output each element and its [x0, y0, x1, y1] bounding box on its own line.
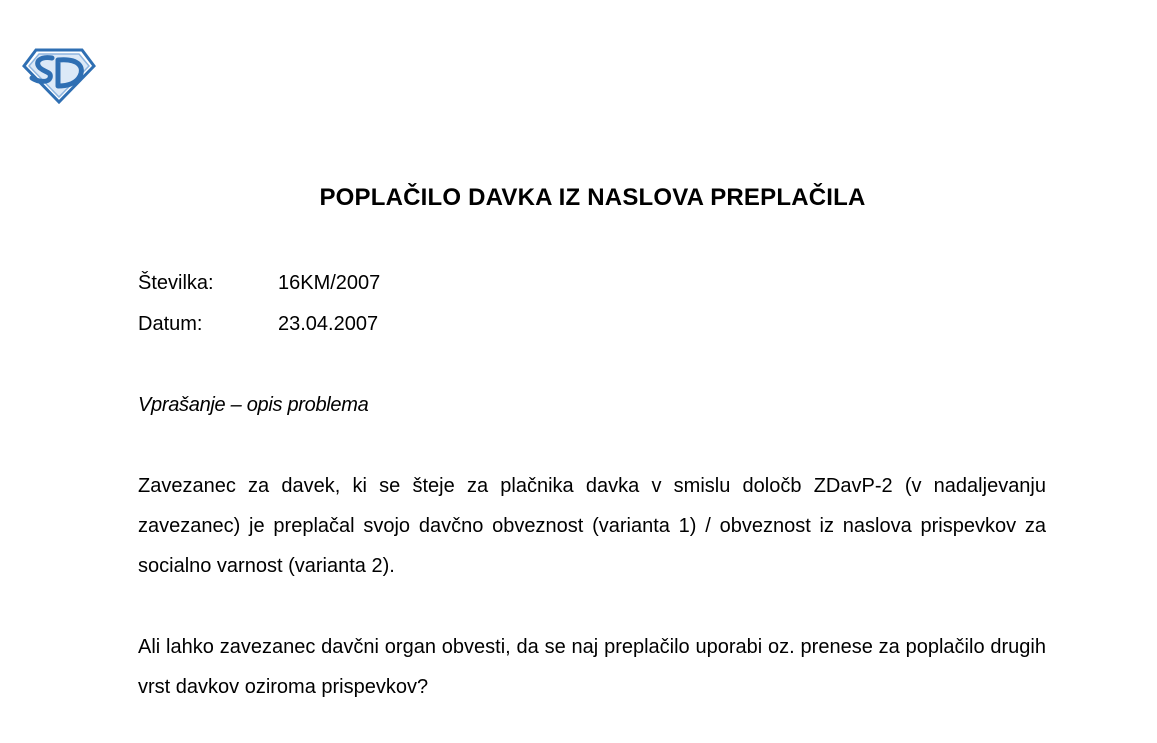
section-heading: Vprašanje – opis problema [138, 394, 369, 416]
meta-date-row [138, 313, 378, 336]
meta-number-value: 16KM/2007 [278, 272, 381, 294]
paragraph-problem-description: Zavezanec za davek, ki se šteje za plačnika davka v smislu določb ZDavP-2 (v nadaljevanju zavezanec) je preplačal svojo davčno obveznost (varianta 1) / obveznost iz naslova prispevkov za socialno varnost (varianta 2). [138, 475, 1046, 577]
meta-date-label: Datum: [138, 313, 203, 335]
company-logo [22, 46, 96, 104]
paragraph-question: Ali lahko zavezanec davčni organ obvesti, da se naj preplačilo uporabi oz. prenese za poplačilo drugih vrst davkov oziroma prispevkov? [138, 636, 1046, 698]
meta-date-value: 23.04.2007 [278, 313, 379, 335]
meta-number-row [138, 272, 380, 295]
document-title: POPLAČILO DAVKA IZ NASLOVA PREPLAČILA [319, 184, 866, 211]
meta-number-label: Številka: [138, 272, 214, 294]
